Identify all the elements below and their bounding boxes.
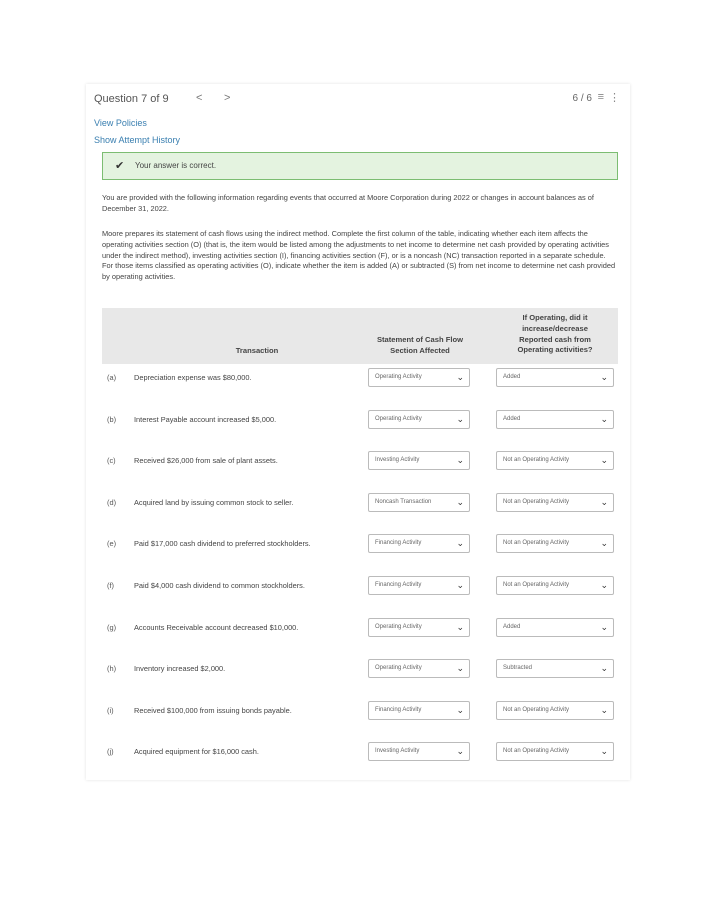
transaction-text: Received $26,000 from sale of plant assets.	[134, 456, 278, 466]
check-icon: ✔	[115, 160, 125, 172]
operating-select-value: Subtracted	[503, 665, 533, 672]
operating-select-value: Not an Operating Activity	[503, 498, 570, 505]
table-row	[102, 576, 618, 596]
chevron-down-icon: ⌄	[600, 580, 608, 590]
operating-select-value: Not an Operating Activity	[503, 457, 570, 464]
table-row	[102, 742, 618, 762]
transaction-text: Accounts Receivable account decreased $10,000.	[134, 622, 299, 632]
table-row	[102, 701, 618, 721]
row-letter: (j)	[107, 747, 114, 757]
section-select[interactable]	[368, 493, 470, 512]
chevron-down-icon: ⌄	[600, 746, 608, 757]
section-select[interactable]	[368, 576, 470, 595]
chevron-down-icon: ⌄	[456, 663, 464, 674]
section-select-value: Operating Activity	[375, 415, 422, 422]
chevron-down-icon: ⌄	[456, 580, 464, 590]
chevron-down-icon: ⌄	[456, 746, 464, 757]
question-header	[86, 84, 630, 114]
section-select[interactable]	[368, 451, 470, 470]
chevron-down-icon: ⌄	[456, 704, 464, 715]
row-letter: (d)	[107, 497, 117, 507]
chevron-down-icon: ⌄	[600, 704, 608, 715]
section-select[interactable]	[368, 410, 470, 429]
operating-effect-select[interactable]	[496, 534, 614, 553]
operating-effect-select[interactable]	[496, 659, 614, 678]
question-card	[86, 84, 630, 780]
transaction-text: Acquired land by issuing common stock to seller.	[134, 497, 294, 507]
operating-effect-select[interactable]	[496, 618, 614, 637]
operating-select-value: Added	[503, 623, 521, 630]
chevron-down-icon: ⌄	[456, 372, 464, 382]
previous-question-button[interactable]: <	[196, 92, 203, 104]
section-select-value: Operating Activity	[375, 374, 422, 380]
table-row	[102, 410, 618, 430]
correct-answer-banner	[102, 152, 618, 180]
chevron-down-icon: ⌄	[600, 413, 608, 424]
operating-effect-select[interactable]	[496, 451, 614, 470]
section-column-header: Statement of Cash Flow Section Affected	[376, 335, 464, 355]
chevron-down-icon: ⌄	[600, 496, 608, 507]
section-select[interactable]	[368, 701, 470, 720]
chevron-down-icon: ⌄	[600, 621, 608, 632]
operating-effect-select[interactable]	[496, 493, 614, 512]
section-select-value: Operating Activity	[375, 665, 422, 672]
chevron-down-icon: ⌄	[600, 663, 608, 674]
score-display: 6 / 6	[572, 93, 592, 104]
section-select-value: Financing Activity	[375, 706, 422, 713]
instructions-paragraph: Moore prepares its statement of cash flows using the indirect method. Complete the first column of the table, indicating whether each item affects the operating activities section (O) (that is, the item would be listed among the adjustments to net income to determine net cash provided by operating activities under the indirect method), investing activities section (I), financing activities section (F), or is a noncash (NC) transaction reported in a separate schedule. For those items classified as operating activities (O), indicate whether the item is added (A) or subtracted (S) from net income to determine net cash provided by operating activities.	[102, 229, 616, 282]
transaction-column-header: Transaction	[235, 346, 279, 355]
transaction-text: Paid $4,000 cash dividend to common stockholders.	[134, 581, 305, 590]
transaction-text: Paid $17,000 cash dividend to preferred stockholders.	[134, 539, 311, 549]
operating-select-value: Added	[503, 415, 521, 422]
chevron-down-icon: ⌄	[456, 496, 464, 507]
operating-column-header: If Operating, did it increase/decrease Reported cash from Operating activities?	[517, 313, 593, 355]
section-select[interactable]	[368, 368, 470, 387]
transaction-text: Acquired equipment for $16,000 cash.	[134, 747, 259, 757]
chevron-down-icon: ⌄	[600, 372, 608, 382]
section-select[interactable]	[368, 534, 470, 553]
row-letter: (f)	[107, 581, 114, 590]
chevron-down-icon: ⌄	[600, 455, 608, 466]
transaction-text: Interest Payable account increased $5,000.	[134, 414, 277, 424]
table-row	[102, 534, 618, 554]
question-label: Question 7 of 9	[94, 93, 169, 105]
table-row	[102, 451, 618, 471]
row-letter: (i)	[107, 705, 114, 715]
table-header	[102, 308, 618, 364]
operating-effect-select[interactable]	[496, 368, 614, 387]
feedback-message: Your answer is correct.	[135, 161, 217, 170]
section-select[interactable]	[368, 659, 470, 678]
row-letter: (a)	[107, 373, 117, 382]
row-letter: (c)	[107, 456, 116, 466]
row-letter: (g)	[107, 622, 117, 632]
row-letter: (e)	[107, 539, 117, 549]
question-list-icon[interactable]: ≡	[597, 91, 604, 103]
transaction-text: Inventory increased $2,000.	[134, 664, 226, 674]
view-policies-link[interactable]: View Policies	[94, 118, 147, 128]
show-attempt-history-link[interactable]: Show Attempt History	[94, 135, 181, 145]
operating-effect-select[interactable]	[496, 410, 614, 429]
table-row	[102, 493, 618, 513]
section-select[interactable]	[368, 618, 470, 637]
section-select-value: Financing Activity	[375, 540, 422, 547]
chevron-down-icon: ⌄	[456, 455, 464, 466]
table-row	[102, 368, 618, 388]
more-options-icon[interactable]: ⋮	[609, 92, 620, 104]
chevron-down-icon: ⌄	[456, 413, 464, 424]
row-letter: (h)	[107, 664, 117, 674]
operating-select-value: Not an Operating Activity	[503, 748, 570, 755]
row-letter: (b)	[107, 414, 117, 424]
section-select-value: Investing Activity	[375, 457, 420, 464]
table-row	[102, 659, 618, 679]
section-select-value: Operating Activity	[375, 623, 422, 630]
intro-paragraph: You are provided with the following information regarding events that occurred at Moore Corporation during 2022 or changes in account balances as of December 31, 2022.	[102, 193, 594, 213]
chevron-down-icon: ⌄	[456, 621, 464, 632]
operating-select-value: Not an Operating Activity	[503, 706, 570, 713]
next-question-button[interactable]: >	[224, 92, 231, 104]
chevron-down-icon: ⌄	[456, 538, 464, 549]
operating-select-value: Not an Operating Activity	[503, 582, 570, 588]
operating-effect-select[interactable]	[496, 576, 614, 595]
section-select-value: Noncash Transaction	[375, 498, 432, 505]
section-select[interactable]	[368, 742, 470, 761]
operating-effect-select[interactable]	[496, 701, 614, 720]
transaction-text: Depreciation expense was $80,000.	[134, 373, 252, 382]
chevron-down-icon: ⌄	[600, 538, 608, 549]
section-select-value: Financing Activity	[375, 582, 422, 588]
operating-select-value: Not an Operating Activity	[503, 540, 570, 547]
transaction-text: Received $100,000 from issuing bonds payable.	[134, 705, 292, 715]
table-row	[102, 618, 618, 638]
operating-effect-select[interactable]	[496, 742, 614, 761]
operating-select-value: Added	[503, 374, 521, 380]
section-select-value: Investing Activity	[375, 748, 420, 755]
